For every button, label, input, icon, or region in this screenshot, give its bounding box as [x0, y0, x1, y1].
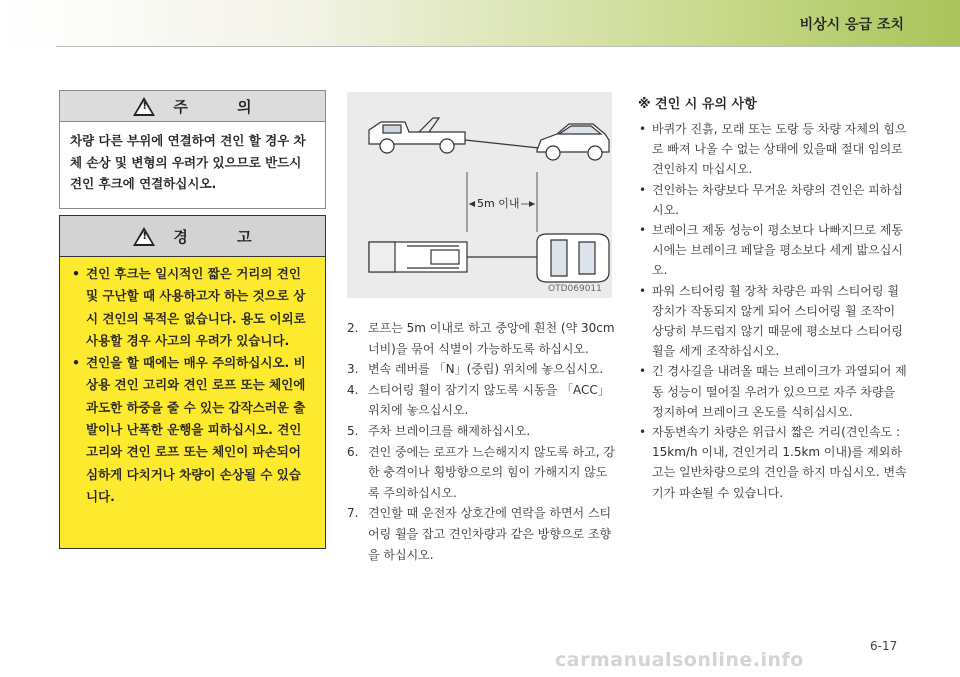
warning-body [60, 257, 325, 508]
step-item: 6. 견인 중에는 로프가 느슨해지지 않도록 하고, 강한 충격이나 횡방향으로의 힘이 가해지지 않도록 주의하십시오. [347, 444, 615, 500]
warning-triangle-icon: ! [133, 227, 155, 246]
distance-label: 5m 이내 [477, 197, 520, 210]
tow-truck-top [369, 242, 467, 272]
note-item: • 견인하는 차량보다 무거운 차량의 견인은 피하십시오. [638, 180, 910, 220]
watermark: carmanualsonline.info [555, 649, 804, 671]
note-item: • 바퀴가 진흙, 모래 또는 도랑 등 차량 자체의 힘으로 빠져 나올 수 없는 상태에 있을때 절대 임의로 견인하지 마십시오. [638, 119, 910, 180]
note-item: • 브레이크 제동 성능이 평소보다 나빠지므로 제동시에는 브레이크 페달을 평소보다 세게 밟으십시오. [638, 220, 910, 281]
warning-header [60, 216, 325, 257]
warning-list [72, 263, 313, 508]
step-item: 2. 로프는 5m 이내로 하고 중앙에 흰천 (약 30cm 너비)을 묶어 식별이 가능하도록 하십시오. [347, 321, 615, 356]
section-title: 비상시 응급 조치 [799, 17, 904, 33]
caution-header [60, 91, 325, 122]
towing-notes-title: ※ 견인 시 유의 사항 [638, 97, 757, 112]
note-item: • 자동변속기 차량은 위급시 짧은 거리(견인속도 : 15km/h 이내, 견인거리 1.5km 이내)를 제외하고는 일반차량으로의 견인을 하지 마십시오. 변속기가 파손될 수 있습니다. [638, 422, 910, 503]
step-item: 3. 변속 레버를 「N」(중립) 위치에 놓으십시오. [347, 362, 604, 377]
towed-car-top [537, 234, 609, 282]
towing-notes-list [638, 119, 910, 503]
tow-truck-side [369, 118, 465, 153]
warning-title: 경 고 [173, 227, 274, 246]
warning-item: • 견인 후크는 일시적인 짧은 거리의 견인 및 구난할 때 사용하고자 하는 것으로 상시 견인의 목적은 없습니다. 용도 이외로 사용할 경우 사고의 우려가 있습니다. [72, 263, 313, 352]
caution-box [59, 90, 326, 209]
warning-box [59, 215, 326, 549]
header-divider [56, 46, 960, 47]
step-item: 5. 주차 브레이크를 해제하십시오. [347, 423, 531, 438]
caution-text: 차량 다른 부위에 연결하여 견인 할 경우 차체 손상 및 변형의 우려가 있으므로 반드시 견인 후크에 연결하십시오. [70, 133, 306, 191]
towing-steps [347, 318, 617, 565]
note-item: • 긴 경사길을 내려올 때는 브레이크가 과열되어 제동 성능이 떨어질 우려가 있으므로 자주 차량을 정지하여 브레이크 온도를 식히십시오. [638, 361, 910, 422]
page-number: 6-17 [870, 639, 898, 653]
warning-triangle-icon: ! [133, 97, 155, 116]
warning-item: • 견인을 할 때에는 매우 주의하십시오. 비상용 견인 고리와 견인 로프 또는 체인에 과도한 하중을 줄 수 있는 갑작스러운 출발이나 난폭한 운행을 피하십시오. 견인 고리와 견인 로프 또는 체인이 파손되어 심하게 다치거나 차량이 손상될 수 있습니다. [72, 352, 313, 508]
step-item: 4. 스티어링 휠이 잠기지 않도록 시동을 「ACC」 위치에 놓으십시오. [347, 382, 610, 418]
towed-car-side [537, 124, 609, 160]
caution-title: 주 의 [173, 97, 274, 116]
note-item: • 파워 스티어링 휠 장착 차량은 파워 스티어링 휠 장치가 작동되지 않게 되어 스티어링 휠 조작이 상당히 부드럽지 않기 때문에 평소보다 스티어링 휠을 세게 조작하십시오. [638, 281, 910, 362]
step-item: 7. 견인할 때 운전자 상호간에 연락을 하면서 스티어링 휠을 잡고 견인차량과 같은 방향으로 조향을 하십시오. [347, 506, 612, 562]
figure-code: OTD069011 [548, 284, 602, 294]
